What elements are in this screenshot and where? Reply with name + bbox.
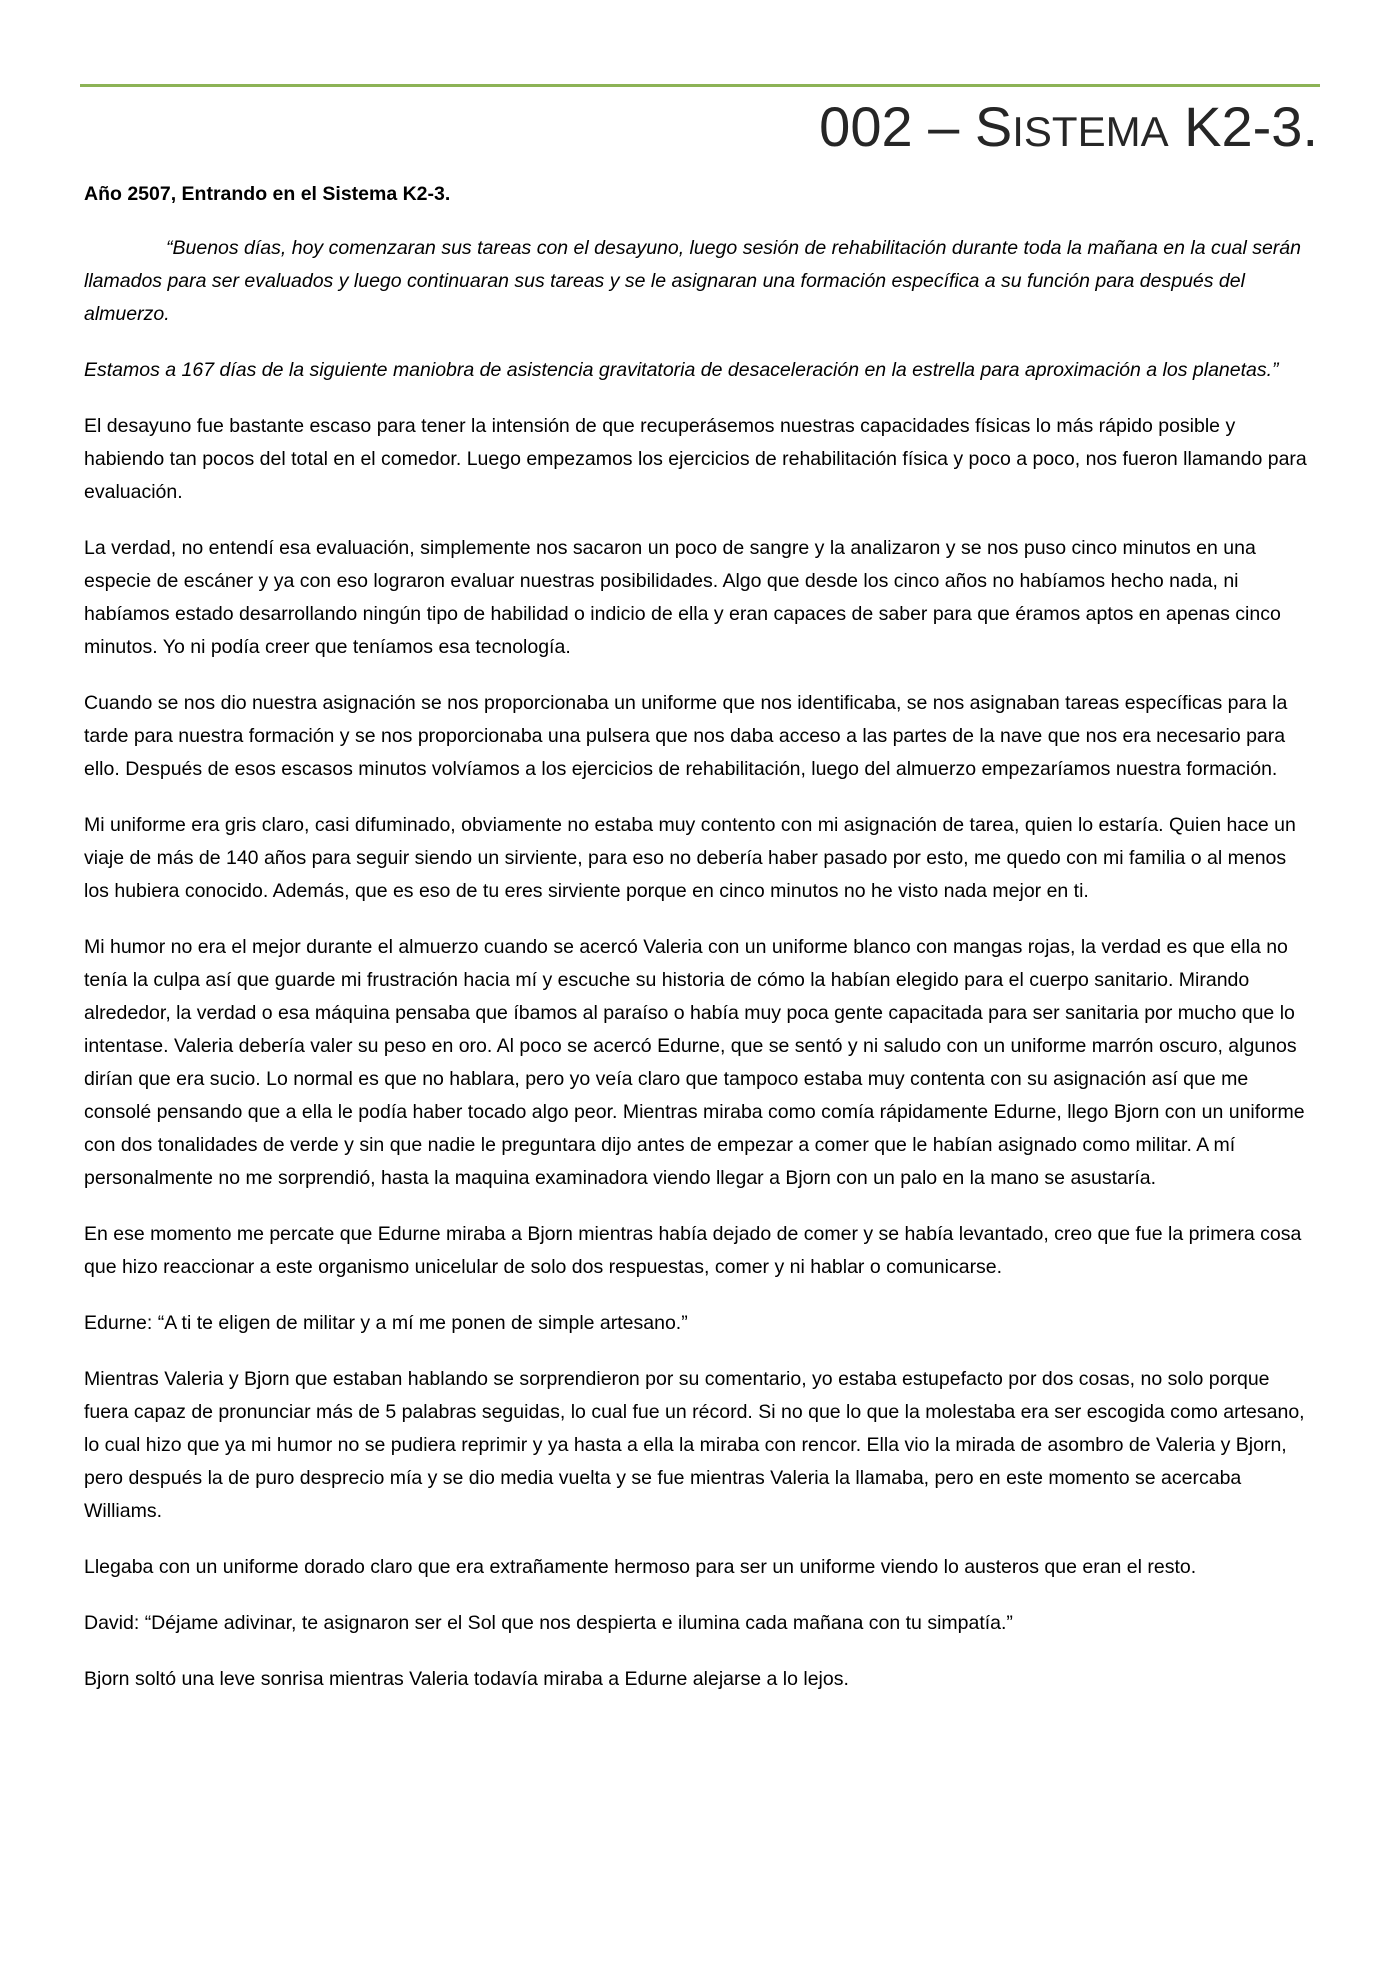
- paragraph: Bjorn soltó una leve sonrisa mientras Valeria todavía miraba a Edurne alejarse a lo lejos.: [84, 1668, 849, 1690]
- paragraph: Mi humor no era el mejor durante el almuerzo cuando se acercó Valeria con un uniforme blanco con mangas rojas, la verdad es que ella no tenía la culpa así que guarde mi frustración hacia mí y escuche su historia de cómo la habían elegido para el cuerpo sanitario. Mirando alrededor, la verdad o esa máquina pensaba que íbamos al paraíso o había muy poca gente capacitada para ser sanitaria por mucho que lo intentase. Valeria debería valer su peso en oro. Al poco se acercó Edurne, que se sentó y ni saludo con un uniforme marrón oscuro, algunos dirían que era sucio. Lo normal es que no hablara, pero yo veía claro que tampoco estaba muy contenta con su asignación así que me consolé pensando que a ella le podía haber tocado algo peor. Mientras miraba como comía rápidamente Edurne, llego Bjorn con un uniforme con dos tonalidades de verde y sin que nadie le preguntara dijo antes de empezar a comer que le habían asignado como militar. A mí personalmente no me sorprendió, hasta la maquina examinadora viendo llegar a Bjorn con un palo en la mano se asustaría.: [84, 936, 1305, 1189]
- paragraph: Mi uniforme era gris claro, casi difuminado, obviamente no estaba muy contento con mi asignación de tarea, quien lo estaría. Quien hace un viaje de más de 140 años para seguir siendo un sirviente, para eso no debería haber pasado por esto, me quedo con mi familia o al menos los hubiera conocido. Además, que es eso de tu eres sirviente porque en cinco minutos no he visto nada mejor en ti.: [84, 814, 1296, 902]
- paragraph: El desayuno fue bastante escaso para tener la intensión de que recuperásemos nuestras capacidades físicas lo más rápido posible y habiendo tan pocos del total en el comedor. Luego empezamos los ejercicios de rehabilitación física y poco a poco, nos fueron llamando para evaluación.: [84, 415, 1307, 503]
- chapter-title: [819, 92, 1318, 167]
- paragraph: En ese momento me percate que Edurne miraba a Bjorn mientras había dejado de comer y se había levantado, creo que fue la primera cosa que hizo reaccionar a este organismo unicelular de solo dos respuestas, comer y ni hablar o comunicarse.: [84, 1223, 1302, 1278]
- paragraph: La verdad, no entendí esa evaluación, simplemente nos sacaron un poco de sangre y la analizaron y se nos puso cinco minutos en una especie de escáner y ya con eso lograron evaluar nuestras posibilidades. Algo que desde los cinco años no habíamos hecho nada, ni habíamos estado desarrollando ningún tipo de habilidad o indicio de ella y eran capaces de saber para que éramos aptos en apenas cinco minutos. Yo ni podía creer que teníamos esa tecnología.: [84, 537, 1281, 658]
- paragraph-announcement-1: “Buenos días, hoy comenzaran sus tareas con el desayuno, luego sesión de rehabilitación durante toda la mañana en la cual serán llamados para ser evaluados y luego continuaran sus tareas y se le asignaran una formación específica a su función para después del almuerzo.: [84, 237, 1301, 325]
- chapter-title-code: K2-3.: [1168, 95, 1318, 158]
- dialogue-line: Edurne: “A ti te eligen de militar y a mí me ponen de simple artesano.”: [84, 1312, 688, 1334]
- paragraph-announcement-2: Estamos a 167 días de la siguiente maniobra de asistencia gravitatoria de desaceleración en la estrella para aproximación a los planetas.”: [84, 359, 1279, 381]
- paragraph: Cuando se nos dio nuestra asignación se nos proporcionaba un uniforme que nos identificaba, se nos asignaban tareas específicas para la tarde para nuestra formación y se nos proporcionaba una pulsera que nos daba acceso a las partes de la nave que nos era necesario para ello. Después de esos escasos minutos volvíamos a los ejercicios de rehabilitación, luego del almuerzo empezaríamos nuestra formación.: [84, 692, 1288, 780]
- chapter-title-smallcaps: ISTEMA: [1012, 108, 1169, 155]
- paragraph: Llegaba con un uniforme dorado claro que era extrañamente hermoso para ser un uniforme viendo lo austeros que eran el resto.: [84, 1556, 1197, 1578]
- dialogue-line: David: “Déjame adivinar, te asignaron ser el Sol que nos despierta e ilumina cada mañana con tu simpatía.”: [84, 1612, 1013, 1634]
- chapter-title-number: 002 –: [819, 95, 975, 158]
- header-rule: [80, 84, 1320, 87]
- document-body: [84, 178, 1314, 1719]
- chapter-title-initial: S: [974, 95, 1013, 158]
- paragraph: Mientras Valeria y Bjorn que estaban hablando se sorprendieron por su comentario, yo estaba estupefacto por dos cosas, no solo porque fuera capaz de pronunciar más de 5 palabras seguidas, lo cual fue un récord. Si no que lo que la molestaba era ser escogida como artesano, lo cual hizo que ya mi humor no se pudiera reprimir y ya hasta a ella la miraba con rencor. Ella vio la mirada de asombro de Valeria y Bjorn, pero después la de puro desprecio mía y se dio media vuelta y se fue mientras Valeria la llamaba, pero en este momento se acercaba Williams.: [84, 1368, 1305, 1522]
- section-heading: Año 2507, Entrando en el Sistema K2-3.: [84, 183, 451, 205]
